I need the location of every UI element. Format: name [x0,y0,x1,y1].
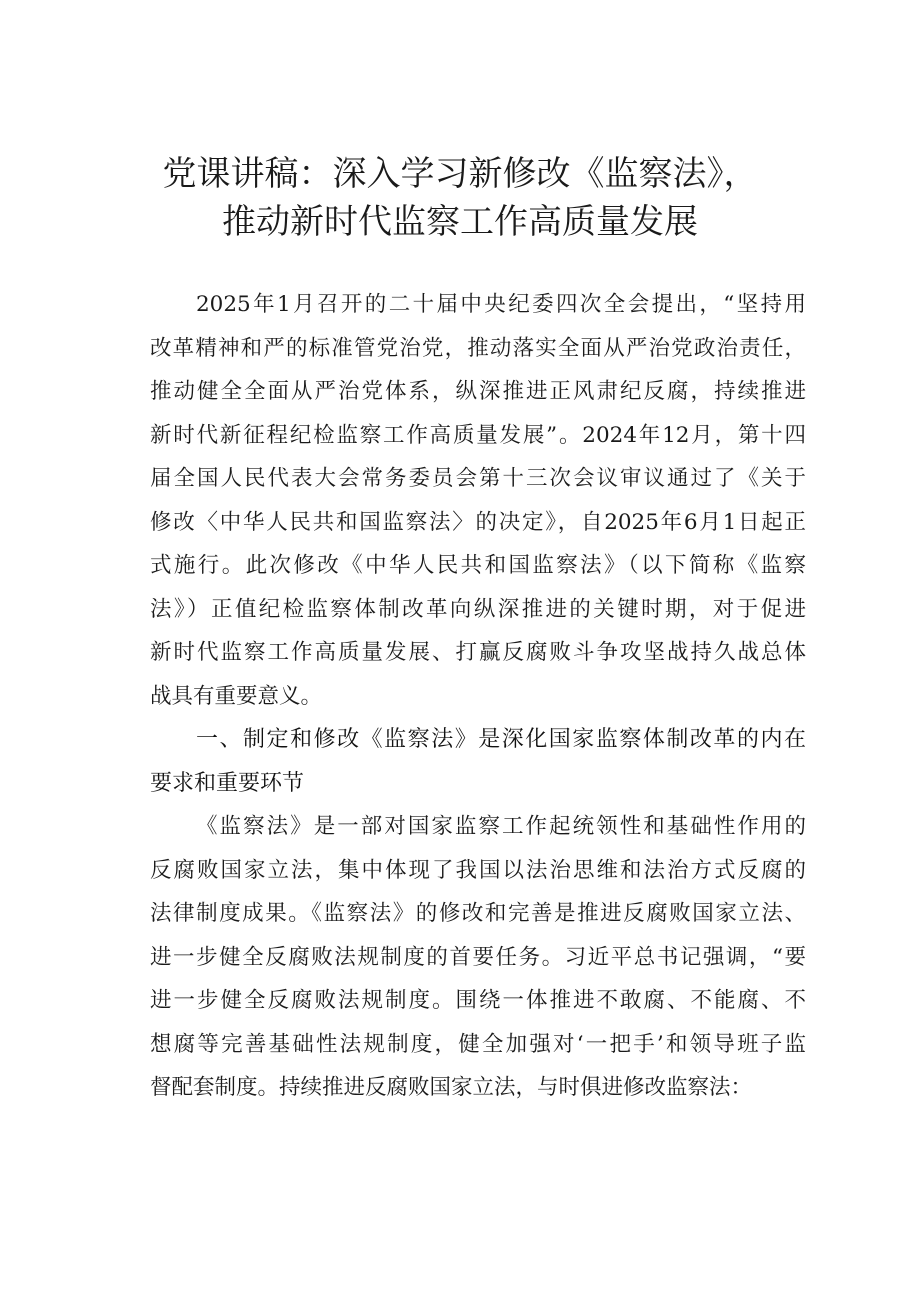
paragraph-intro [150,283,806,718]
paragraph-line: 进一步健全反腐败法规制度的首要任务。习近平总书记强调，“要 [150,944,806,970]
paragraph-line: 想腐等完善基础性法规制度，健全加强对‘一把手’和领导班子监 [150,1031,806,1057]
paragraph-section-1 [150,805,806,1110]
title-line-1: 党课讲稿：深入学习新修改《监察法》， [162,154,758,194]
title-line-2: 推动新时代监察工作高质量发展 [222,202,698,242]
paragraph-line: 修改〈中华人民共和国监察法〉的决定》，自2025年6月1日起正 [150,509,806,535]
document-title [0,150,920,246]
heading-line: 要求和重要环节 [150,770,305,796]
paragraph-line: 督配套制度。持续推进反腐败国家立法，与时俱进修改监察法： [150,1075,753,1100]
document-body [150,283,806,1110]
paragraph-line: 进一步健全反腐败法规制度。围绕一体推进不敢腐、不能腐、不 [150,988,806,1013]
paragraph-line: 新时代新征程纪检监察工作高质量发展”。2024年12月，第十四 [150,422,806,448]
paragraph-line: 战具有重要意义。 [150,683,323,709]
paragraph-line: 式施行。此次修改《中华人民共和国监察法》（以下简称《监察 [150,553,806,578]
heading-line: 一、制定和修改《监察法》是深化国家监察体制改革的内在 [196,727,806,752]
paragraph-line: 法》）正值纪检监察体制改革向纵深推进的关键时期，对于促进 [150,596,806,622]
paragraph-line: 新时代监察工作高质量发展、打赢反腐败斗争攻坚战持久战总体 [150,640,806,665]
paragraph-line: 法律制度成果。《监察法》的修改和完善是推进反腐败国家立法、 [150,901,806,926]
paragraph-line: 届全国人民代表大会常务委员会第十三次会议审议通过了《关于 [150,466,806,491]
paragraph-line: 改革精神和严的标准管党治党，推动落实全面从严治党政治责任， [150,335,806,361]
paragraph-line: 《监察法》是一部对国家监察工作起统领性和基础性作用的 [196,814,806,839]
paragraph-line: 反腐败国家立法，集中体现了我国以法治思维和法治方式反腐的 [150,857,806,883]
paragraph-line: 2025年1月召开的二十届中央纪委四次全会提出，“坚持用 [196,292,806,317]
paragraph-line: 推动健全全面从严治党体系，纵深推进正风肃纪反腐，持续推进 [150,379,806,404]
section-heading-1 [150,718,806,805]
